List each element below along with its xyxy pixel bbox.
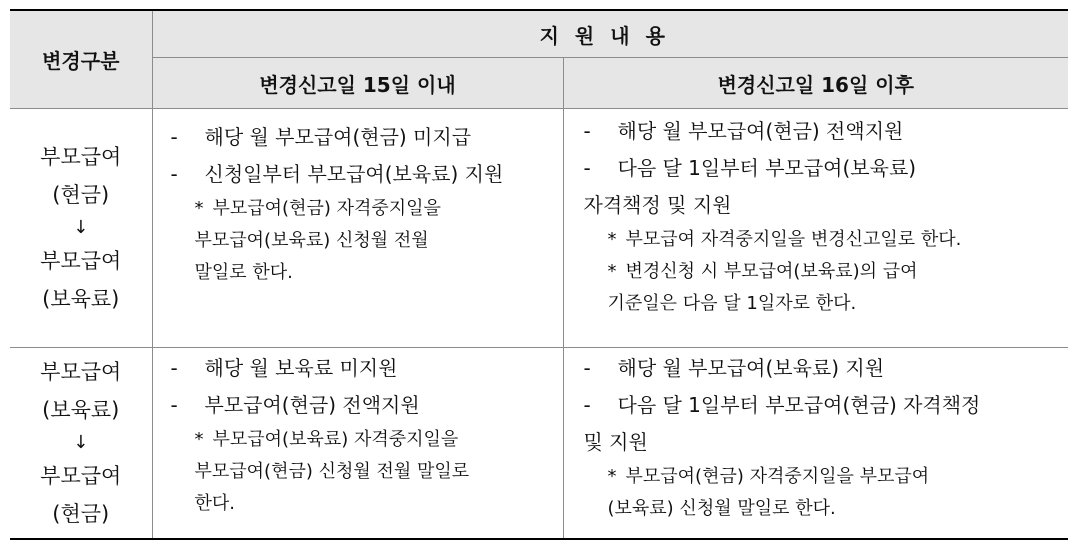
after-content-cell	[563, 348, 1068, 540]
note-item: * 부모급여(보육료) 자격중지일을 부모급여(현금) 신청월 전월 말일로 한다.	[171, 424, 563, 520]
category-from-line2: (현금)	[52, 183, 110, 207]
dash-icon: -	[170, 393, 178, 417]
before-content-cell	[152, 109, 563, 348]
category-cell	[10, 109, 152, 348]
list-item: - 해당 월 부모급여(보육료) 지원	[584, 350, 1069, 387]
list-item: - 해당 월 부모급여(현금) 미지급	[171, 119, 563, 156]
dash-icon: -	[170, 356, 178, 380]
asterisk-icon: *	[607, 261, 617, 282]
note-item: * 부모급여(현금) 자격중지일을 부모급여 (보육료) 신청월 말일로 한다.	[584, 461, 1069, 525]
category-cell	[10, 348, 152, 540]
category-from-line2: (보육료)	[42, 398, 120, 422]
dash-icon: -	[170, 125, 178, 149]
dash-icon: -	[583, 393, 591, 417]
category-to-line2: (보육료)	[42, 287, 120, 311]
dash-icon: -	[170, 162, 178, 186]
dash-icon: -	[583, 356, 591, 380]
note-item: * 부모급여(현금) 자격중지일을 부모급여(보육료) 신청월 전월 말일로 한다.	[171, 193, 563, 289]
header-row-2	[10, 58, 1068, 109]
after-content-cell	[563, 109, 1068, 348]
dash-icon: -	[583, 156, 591, 180]
header-row-1	[10, 10, 1068, 58]
support-change-table	[10, 9, 1068, 540]
header-support-content: 지원내용	[152, 10, 1068, 58]
category-from-line1: 부모급여	[40, 360, 122, 384]
note-item: * 부모급여 자격중지일을 변경신고일로 한다.	[584, 224, 1069, 256]
asterisk-icon: *	[194, 198, 204, 219]
header-category: 변경구분	[10, 10, 152, 109]
list-item: - 다음 달 1일부터 부모급여(보육료) 자격책정 및 지원	[584, 150, 1069, 224]
asterisk-icon: *	[607, 229, 617, 250]
list-item: - 해당 월 보육료 미지원	[171, 350, 563, 387]
list-item: - 해당 월 부모급여(현금) 전액지원	[584, 113, 1069, 150]
category-to-line1: 부모급여	[40, 464, 122, 488]
header-after-16: 변경신고일 16일 이후	[563, 58, 1068, 109]
down-arrow-icon: ↓	[73, 217, 89, 238]
category-to-line1: 부모급여	[40, 249, 122, 273]
table-row	[10, 348, 1068, 540]
category-from-line1: 부모급여	[40, 145, 122, 169]
down-arrow-icon: ↓	[73, 432, 89, 453]
table-row	[10, 109, 1068, 348]
asterisk-icon: *	[194, 429, 204, 450]
note-item: * 변경신청 시 부모급여(보육료)의 급여 기준일은 다음 달 1일자로 한다.	[584, 256, 1069, 320]
category-to-line2: (현금)	[52, 502, 110, 526]
before-content-cell	[152, 348, 563, 540]
asterisk-icon: *	[607, 466, 617, 487]
list-item: - 다음 달 1일부터 부모급여(현금) 자격책정 및 지원	[584, 387, 1069, 461]
list-item: - 신청일부터 부모급여(보육료) 지원	[171, 156, 563, 193]
list-item: - 부모급여(현금) 전액지원	[171, 387, 563, 424]
header-before-15: 변경신고일 15일 이내	[152, 58, 563, 109]
dash-icon: -	[583, 119, 591, 143]
